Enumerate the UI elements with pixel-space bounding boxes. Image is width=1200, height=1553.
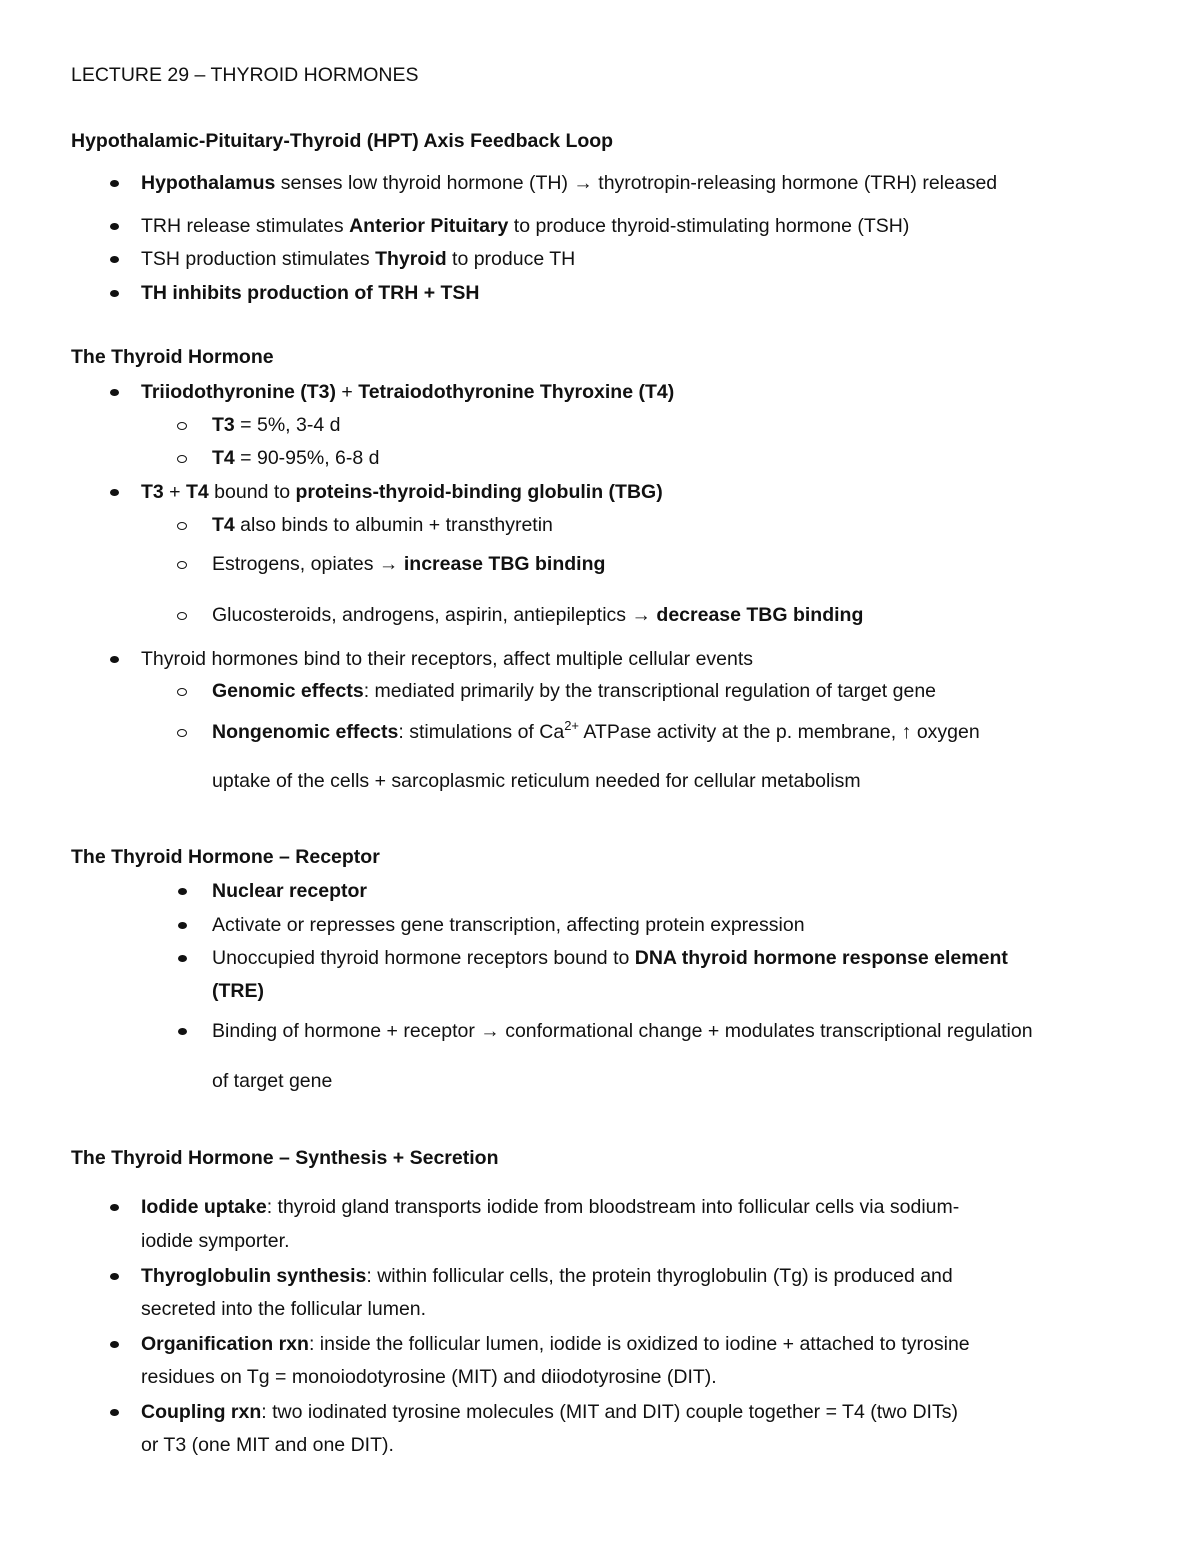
bullet-icon xyxy=(110,1273,119,1280)
bullet-icon xyxy=(178,922,187,929)
list-item: TH inhibits production of TRH + TSH xyxy=(141,282,480,304)
sub-list-item: Genomic effects: mediated primarily by the transcriptional regulation of target gene xyxy=(212,680,937,702)
list-item-continuation: residues on Tg = monoiodotyrosine (MIT) and diiodotyrosine (DIT). xyxy=(141,1366,717,1388)
bullet-icon xyxy=(110,489,119,496)
list-item-continuation: secreted into the follicular lumen. xyxy=(141,1298,427,1320)
list-item: Coupling rxn: two iodinated tyrosine molecules (MIT and DIT) couple together = T4 (two DITs) xyxy=(141,1401,958,1423)
sub-bullet-icon xyxy=(177,688,187,696)
list-item: TSH production stimulates Thyroid to produce TH xyxy=(141,248,576,270)
bullet-icon xyxy=(110,1341,119,1348)
list-item: Activate or represses gene transcription, affecting protein expression xyxy=(212,914,805,936)
section-heading-synthesis: The Thyroid Hormone – Synthesis + Secretion xyxy=(71,1147,499,1169)
list-item-continuation: (TRE) xyxy=(212,980,264,1002)
bullet-icon xyxy=(178,888,187,895)
list-item: Organification rxn: inside the follicular lumen, iodide is oxidized to iodine + attached to tyrosine xyxy=(141,1333,970,1355)
sub-list-item: Estrogens, opiates → increase TBG binding xyxy=(212,553,606,575)
list-item: Thyroid hormones bind to their receptors, affect multiple cellular events xyxy=(141,648,754,670)
sub-bullet-icon xyxy=(177,422,187,430)
sub-bullet-icon xyxy=(177,612,187,620)
sub-list-item: Nongenomic effects: stimulations of $Ca^{2+}$ ATPase activity at the p. membrane, ↑ oxygen xyxy=(212,718,980,743)
section-heading-receptor: The Thyroid Hormone – Receptor xyxy=(71,846,380,868)
sub-bullet-icon xyxy=(177,729,187,737)
section-heading-thyroid-hormone: The Thyroid Hormone xyxy=(71,346,274,368)
list-item: Nuclear receptor xyxy=(212,880,367,902)
sub-bullet-icon xyxy=(177,561,187,569)
bullet-icon xyxy=(110,656,119,663)
bullet-icon xyxy=(110,223,119,230)
section-heading-hpt: Hypothalamic-Pituitary-Thyroid (HPT) Axis Feedback Loop xyxy=(71,130,614,152)
bullet-icon xyxy=(110,1409,119,1416)
sub-list-item: T4 also binds to albumin + transthyretin xyxy=(212,514,553,536)
list-item: Binding of hormone + receptor → conformational change + modulates transcriptional regulation xyxy=(212,1020,1033,1042)
list-item: Hypothalamus senses low thyroid hormone (TH) → thyrotropin-releasing hormone (TRH) released xyxy=(141,172,998,194)
sub-list-item: T3 = 5%, 3-4 d xyxy=(212,414,341,436)
bullet-icon xyxy=(110,389,119,396)
bullet-icon xyxy=(178,1028,187,1035)
sub-bullet-icon xyxy=(177,455,187,463)
list-item: TRH release stimulates Anterior Pituitary to produce thyroid-stimulating hormone (TSH) xyxy=(141,215,910,237)
sub-list-item-continuation: uptake of the cells + sarcoplasmic reticulum needed for cellular metabolism xyxy=(212,770,861,792)
list-item: Unoccupied thyroid hormone receptors bound to DNA thyroid hormone response element xyxy=(212,947,1008,969)
bullet-icon xyxy=(178,955,187,962)
bullet-icon xyxy=(110,290,119,297)
sub-list-item: T4 = 90-95%, 6-8 d xyxy=(212,447,380,469)
list-item-continuation: of target gene xyxy=(212,1070,333,1092)
sub-list-item: Glucosteroids, androgens, aspirin, antiepileptics → decrease TBG binding xyxy=(212,604,864,626)
bullet-icon xyxy=(110,180,119,187)
bullet-icon xyxy=(110,1204,119,1211)
sub-bullet-icon xyxy=(177,522,187,530)
list-item: T3 + T4 bound to proteins-thyroid-binding globulin (TBG) xyxy=(141,481,663,503)
page-title: LECTURE 29 – THYROID HORMONES xyxy=(71,64,419,86)
list-item: Iodide uptake: thyroid gland transports iodide from bloodstream into follicular cells via sodium- xyxy=(141,1196,960,1218)
list-item-continuation: or T3 (one MIT and one DIT). xyxy=(141,1434,394,1456)
list-item: Thyroglobulin synthesis: within follicular cells, the protein thyroglobulin (Tg) is produced and xyxy=(141,1265,953,1287)
list-item-continuation: iodide symporter. xyxy=(141,1230,290,1252)
list-item: Triiodothyronine (T3) + Tetraiodothyronine Thyroxine (T4) xyxy=(141,381,675,403)
bullet-icon xyxy=(110,256,119,263)
